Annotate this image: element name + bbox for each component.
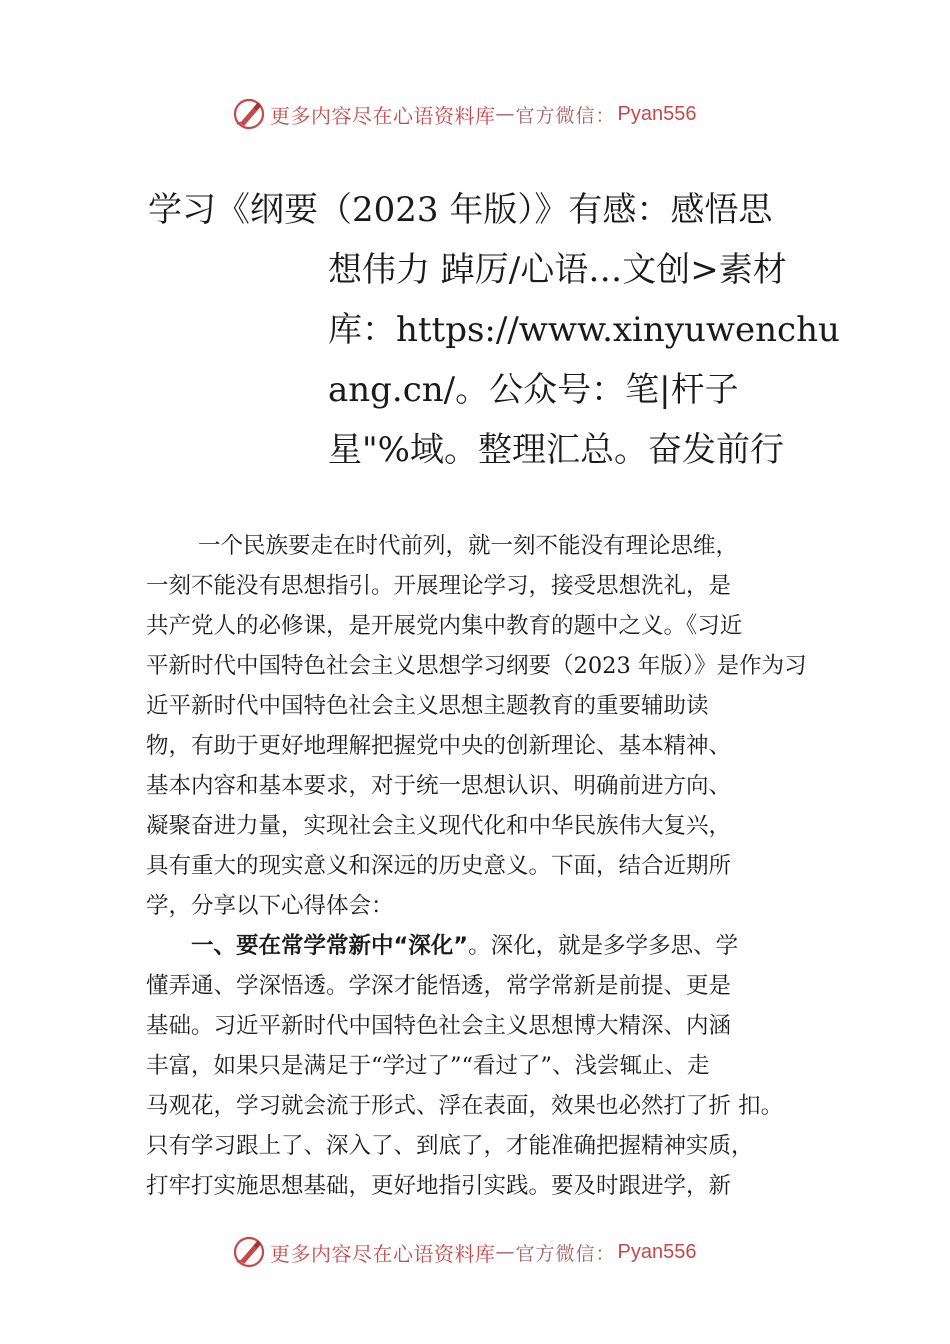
watermark-slogan: 更多内容尽在心语资料库 — [270, 103, 496, 128]
paragraph-line: 基本内容和基本要求，对于统一思想认识、明确前进方向、 — [146, 773, 732, 799]
pen-logo-icon — [232, 1235, 266, 1269]
title-line: 想伟力 踔厉/心语…文创>素材 — [328, 250, 787, 290]
paragraph-line: 平新时代中国特色社会主义思想学习纲要（2023 年版）》是作为习 — [146, 653, 807, 679]
paragraph-line: 基础。习近平新时代中国特色社会主义思想博大精深、内涵 — [146, 1013, 732, 1039]
watermark-label: 官方微信： — [515, 104, 616, 127]
section-heading: 一、要在常学常新中“深化” — [191, 933, 469, 959]
watermark-banner-top — [232, 96, 696, 132]
paragraph-line: 具有重大的现实意义和深远的历史意义。下面，结合近期所 — [146, 853, 732, 879]
paragraph-line: 物，有助于更好地理解把握党中央的创新理论、基本精神、 — [146, 733, 732, 759]
title-line: ang.cn/。公众号：笔|杆子 — [328, 370, 739, 410]
paragraph-line: 马观花，学习就会流于形式、浮在表面，效果也必然打了折 扣。 — [146, 1093, 784, 1119]
title-line: 学习《纲要（2023 年版）》有感：感悟思 — [148, 190, 773, 230]
paragraph-line: 丰富，如果只是满足于“学过了”“看过了”、浅尝辄止、走 — [146, 1053, 710, 1079]
section-lead: 。深化，就是多学多思、学 — [468, 933, 739, 959]
watermark-banner-bottom — [232, 1234, 696, 1270]
paragraph-line: 懂弄通、学深悟透。学深才能悟透，常学常新是前提、更是 — [146, 973, 732, 999]
watermark-account: Pyan556 — [617, 102, 697, 125]
paragraph-line: 打牢打实施思想基础，更好地指引实践。要及时跟进学，新 — [146, 1173, 732, 1199]
paragraph-line: 凝聚奋进力量，实现社会主义现代化和中华民族伟大复兴， — [146, 813, 732, 839]
watermark-dash: — — [495, 103, 516, 125]
title-line: 库：https://www.xinyuwenchu — [328, 310, 840, 350]
watermark-dash: — — [495, 1241, 516, 1263]
pen-logo-icon — [232, 97, 266, 131]
document-title — [148, 180, 840, 480]
watermark-label: 官方微信： — [515, 1242, 616, 1265]
watermark-account: Pyan556 — [617, 1240, 697, 1263]
paragraph-line: 只有学习跟上了、深入了、到底了，才能准确把握精神实质， — [146, 1133, 754, 1159]
paragraph-line: 共产党人的必修课，是开展党内集中教育的题中之义。《习近 — [146, 613, 743, 639]
paragraph-line: 一刻不能没有思想指引。开展理论学习，接受思想洗礼，是 — [146, 573, 732, 599]
document-body — [146, 526, 806, 1206]
paragraph-line: 学，分享以下心得体会： — [146, 893, 394, 919]
paragraph-line: 近平新时代中国特色社会主义思想主题教育的重要辅助读 — [146, 693, 709, 719]
paragraph-line: 一个民族要走在时代前列，就一刻不能没有理论思维， — [198, 533, 739, 559]
title-line: 星"%域。整理汇总。奋发前行 — [328, 430, 784, 470]
section-heading-line — [146, 926, 806, 966]
watermark-slogan: 更多内容尽在心语资料库 — [270, 1241, 496, 1266]
